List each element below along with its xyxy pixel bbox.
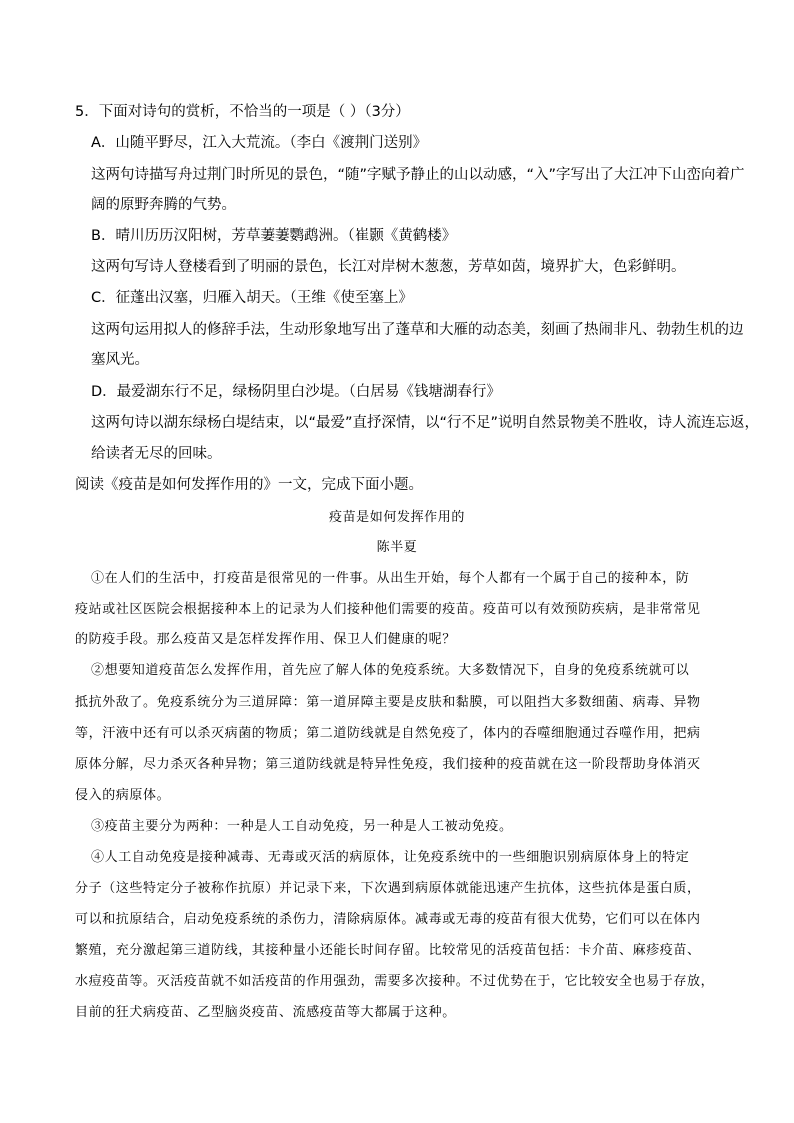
paragraph-4-line-6: 目前的狂犬病疫苗、乙型脑炎疫苗、流感疫苗等大都属于这种。 xyxy=(75,1005,456,1020)
paragraph-4-line-1: ④人工自动免疫是接种减毒、无毒或灭活的病原体，让免疫系统中的一些细胞识别病原体身上的特定 xyxy=(91,850,690,865)
paragraph-4-line-2: 分子（这些特定分子被称作抗原）并记录下来，下次遇到病原体就能迅速产生抗体，这些抗体是蛋白质， xyxy=(75,881,701,896)
question-stem: 5．下面对诗句的赏析，不恰当的一项是（ ）（3分） xyxy=(75,104,410,120)
article-author: 陈半夏 xyxy=(376,540,418,555)
article-title: 疫苗是如何发挥作用的 xyxy=(328,510,465,525)
paragraph-2-line-5: 侵入的病原体。 xyxy=(75,788,171,803)
option-d-explain-line-1: 这两句诗以湖东绿杨白堤结束，以“最爱”直抒深情，以“行不足”说明自然景物美不胜收，诗人流连忘返， xyxy=(91,415,760,431)
paragraph-1-line-3: 的防疫手段。那么疫苗又是怎样发挥作用、保卫人们健康的呢？ xyxy=(75,632,456,647)
paragraph-2-line-2: 抵抗外敌了。免疫系统分为三道屏障：第一道屏障主要是皮肤和黏膜，可以阻挡大多数细菌、病毒、异物 xyxy=(75,695,701,710)
option-b-label: B．晴川历历汉阳树，芳草萋萋鹦鹉洲。（崔颢《黄鹤楼》 xyxy=(91,228,457,244)
paragraph-4-line-3: 可以和抗原结合，启动免疫系统的杀伤力，清除病原体。减毒或无毒的疫苗有很大优势，它们可以在体内 xyxy=(75,912,701,927)
option-a-explain-line-2: 阔的原野奔腾的气势。 xyxy=(91,197,236,213)
paragraph-2-line-4: 原体分解，尽力杀灭各种异物；第三道防线就是特异性免疫，我们接种的疫苗就在这一阶段帮助身体消灭 xyxy=(75,757,701,772)
option-d-explain-line-2: 给读者无尽的回味。 xyxy=(91,446,222,462)
option-d-label: D．最爱湖东行不足，绿杨阴里白沙堤。（白居易《钱塘湖春行》 xyxy=(91,384,501,400)
paragraph-2-line-1: ②想要知道疫苗怎么发挥作用，首先应了解人体的免疫系统。大多数情况下，自身的免疫系统就可以 xyxy=(91,663,690,678)
paragraph-4-line-4: 繁殖，充分激起第三道防线，其接种量小还能长时间存留。比较常见的活疫苗包括：卡介苗、麻疹疫苗、 xyxy=(75,943,701,958)
option-a-label: A．山随平野尽，江入大荒流。（李白《渡荆门送别》 xyxy=(91,135,428,151)
paragraph-2-line-3: 等，汗液中还有可以杀灭病菌的物质；第二道防线就是自然免疫了，体内的吞噬细胞通过吞噬作用，把病 xyxy=(75,726,701,741)
reading-instruction: 阅读《疫苗是如何发挥作用的》一文，完成下面小题。 xyxy=(75,477,423,493)
paragraph-3-line-1: ③疫苗主要分为两种：一种是人工自动免疫，另一种是人工被动免疫。 xyxy=(91,819,513,834)
paragraph-1-line-2: 疫站或社区医院会根据接种本上的记录为人们接种他们需要的疫苗。疫苗可以有效预防疾病，是非常常见 xyxy=(75,602,701,617)
option-b-explain-line-1: 这两句写诗人登楼看到了明丽的景色，长江对岸树木葱葱，芳草如茵，境界扩大，色彩鲜明。 xyxy=(91,259,686,275)
option-c-explain-line-1: 这两句运用拟人的修辞手法，生动形象地写出了蓬草和大雁的动态美，刻画了热闹非凡、勃勃生机的边 xyxy=(91,322,744,338)
paragraph-4-line-5: 水痘疫苗等。灭活疫苗就不如活疫苗的作用强劲，需要多次接种。不过优势在于，它比较安全也易于存放， xyxy=(75,974,715,989)
option-a-explain-line-1: 这两句诗描写舟过荆门时所见的景色，“随”字赋予静止的山以动感，“入”字写出了大江冲下山峦向着广 xyxy=(91,167,745,183)
option-c-label: C．征蓬出汉塞，归雁入胡天。（王维《使至塞上》 xyxy=(91,290,413,306)
option-c-explain-line-2: 塞风光。 xyxy=(91,352,149,368)
paragraph-1-line-1: ①在人们的生活中，打疫苗是很常见的一件事。从出生开始，每个人都有一个属于自己的接种本，防 xyxy=(91,571,690,586)
